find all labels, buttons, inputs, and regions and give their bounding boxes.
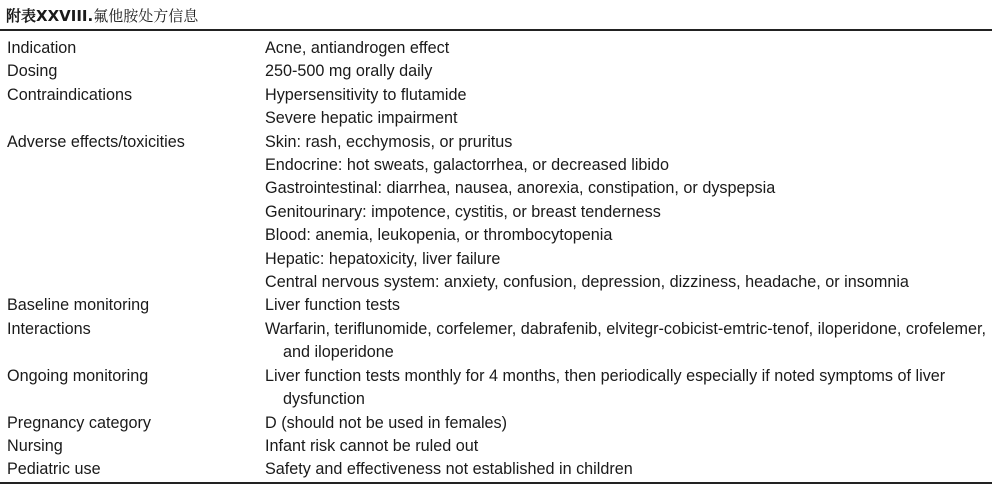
row-values <box>265 318 997 365</box>
table-title <box>6 6 992 28</box>
row-value-line: Blood: anemia, leukopenia, or thrombocytopenia <box>265 226 613 245</box>
table-row <box>7 318 997 365</box>
row-label: Ongoing monitoring <box>7 366 149 385</box>
row-value-line: Severe hepatic impairment <box>265 109 458 128</box>
row-values <box>265 412 997 435</box>
row-value-line: Acne, antiandrogen effect <box>265 39 450 57</box>
table-row <box>7 412 997 435</box>
row-value-line: Gastrointestinal: diarrhea, nausea, anorexia, constipation, or dyspepsia <box>265 179 776 198</box>
row-label: Contraindications <box>7 85 133 104</box>
row-value-line: Warfarin, teriflunomide, corfelemer, dabrafenib, elvitegr-cobicist-emtric-tenof, iloperidone, crofelemer, and iloperidone <box>265 319 986 362</box>
table-row <box>7 84 997 131</box>
row-value-line: Central nervous system: anxiety, confusion, depression, dizziness, headache, or insomnia <box>265 273 909 292</box>
table-row <box>7 365 997 412</box>
top-rule <box>0 29 992 31</box>
row-value-line: D (should not be used in females) <box>265 413 508 432</box>
row-label: Adverse effects/toxicities <box>7 132 185 151</box>
row-values <box>265 37 997 60</box>
row-values <box>265 458 997 481</box>
row-value-line: Hepatic: hepatoxicity, liver failure <box>265 249 501 268</box>
row-value-line: Endocrine: hot sweats, galactorrhea, or decreased libido <box>265 156 670 175</box>
table-row <box>7 60 997 83</box>
table-row <box>7 131 997 295</box>
row-label: Interactions <box>7 319 91 338</box>
row-value-line: Liver function tests monthly for 4 months, then periodically especially if noted symptoms of liver dysfunction <box>265 366 946 409</box>
row-value-line: Safety and effectiveness not established in children <box>265 460 633 479</box>
row-label: Pediatric use <box>7 460 101 479</box>
table-title-prefix: 附表XXVIII. <box>6 7 94 25</box>
row-value-line: 250-500 mg orally daily <box>265 62 433 81</box>
table-row <box>7 37 997 60</box>
row-label: Indication <box>7 39 77 57</box>
table-row <box>7 458 997 481</box>
row-label: Baseline monitoring <box>7 296 150 315</box>
row-value-line: Liver function tests <box>265 296 400 315</box>
row-value-line: Hypersensitivity to flutamide <box>265 85 467 104</box>
table-row <box>7 294 997 317</box>
row-values <box>265 294 997 317</box>
row-values <box>265 435 997 458</box>
row-label: Dosing <box>7 62 58 81</box>
row-values <box>265 365 997 412</box>
row-label: Pregnancy category <box>7 413 151 432</box>
prescribing-info-table <box>7 37 997 482</box>
row-label: Nursing <box>7 436 63 455</box>
row-values <box>265 60 997 83</box>
row-values <box>265 131 997 295</box>
row-value-line: Genitourinary: impotence, cystitis, or breast tenderness <box>265 202 661 221</box>
bottom-rule <box>0 482 992 484</box>
row-value-line: Infant risk cannot be ruled out <box>265 436 479 455</box>
table-title-text: 氟他胺处方信息 <box>93 7 199 25</box>
row-value-line: Skin: rash, ecchymosis, or pruritus <box>265 132 513 151</box>
row-values <box>265 84 997 131</box>
table-row <box>7 435 997 458</box>
